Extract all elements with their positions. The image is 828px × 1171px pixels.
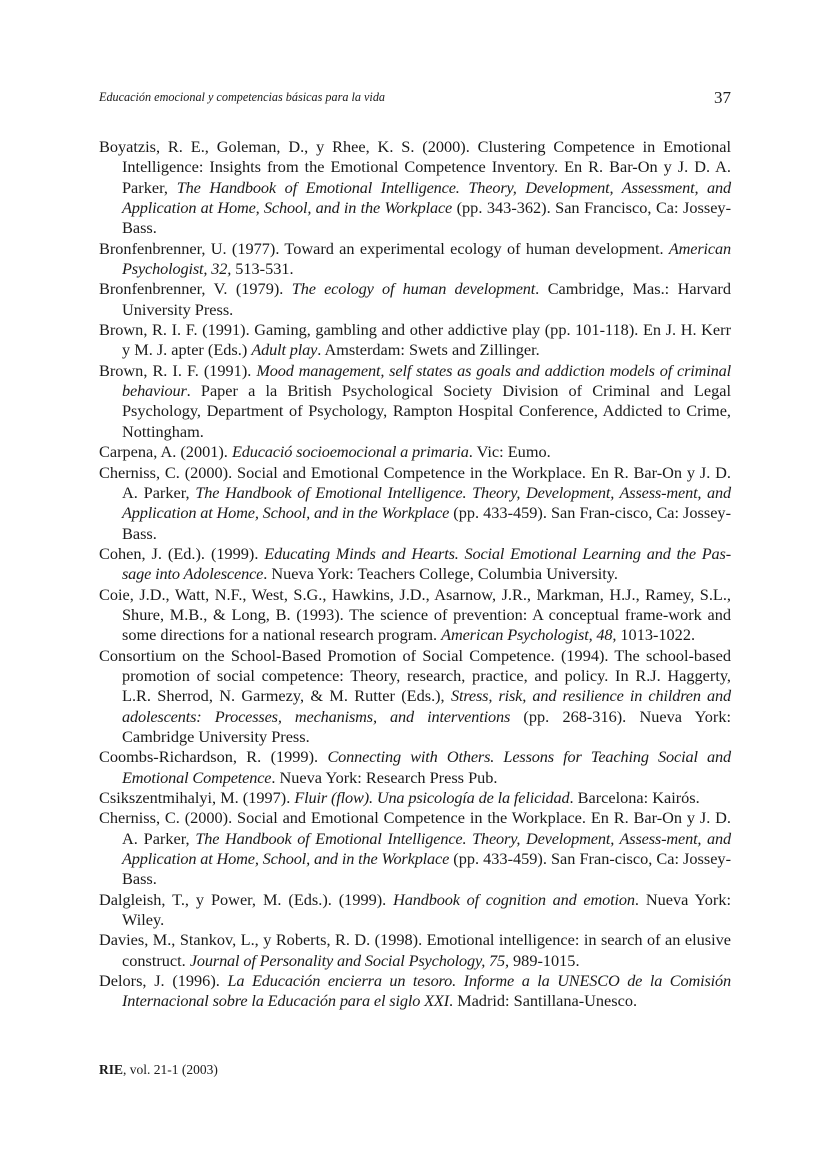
reference-text: (pp. 343-362). San Francisco, Ca: Jossey-Bass. xyxy=(122,198,731,238)
reference-entry xyxy=(99,279,731,320)
reference-text: (pp. 268-316). Nueva York: Cambridge University Press. xyxy=(122,706,731,746)
reference-entry xyxy=(99,544,731,585)
reference-text: . Barcelona: Kairós. xyxy=(569,788,700,807)
reference-text: Delors, J. (1996). xyxy=(99,971,228,991)
reference-text: . Vic: Eumo. xyxy=(468,442,551,462)
reference-text: . Nueva York: Research Press Pub. xyxy=(271,767,498,787)
reference-title: The ecology of human development xyxy=(291,279,536,299)
reference-text: Bronfenbrenner, V. (1979). xyxy=(99,279,292,299)
reference-text: Cherniss, C. (2000). Social and Emotional Competence in the Workplace. En R. Bar-On y J. D. A. Parker, xyxy=(99,462,731,502)
reference-text: Csikszentmihalyi, M. (1997). xyxy=(99,788,295,807)
reference-text: Dalgleish, T., y Power, M. (Eds.). (1999). xyxy=(99,889,394,909)
reference-text: 989-1015. xyxy=(508,950,580,970)
reference-text: . Paper a la British Psychological Society Division of Criminal and Legal Psychology, Department of Psychology, Rampton Hospital Conference, Addicted to Crime, Nottingham. xyxy=(122,381,731,441)
reference-title: Fluir (flow). Una psicología de la felicidad xyxy=(294,788,570,807)
footer-journal: RIE xyxy=(99,1062,124,1077)
reference-entry xyxy=(99,646,731,748)
reference-text: Carpena, A. (2001). xyxy=(99,442,232,462)
reference-text: Coie, J.D., Watt, N.F., West, S.G., Hawkins, J.D., Asarnow, J.R., Markman, H.J., Ramey, S.L., Shure, M.B., & Long, B. (1993). The science of prevention: A conceptual frame-work and some directions for a national research program. xyxy=(99,584,731,645)
reference-text: . Nueva York: Wiley. xyxy=(122,889,732,930)
reference-entry xyxy=(99,971,731,1012)
reference-text: Cherniss, C. (2000). Social and Emotional Competence in the Workplace. En R. Bar-On y J. D. A. Parker, xyxy=(99,808,731,848)
reference-text: Davies, M., Stankov, L., y Roberts, R. D. (1998). Emotional intelligence: in search of an elusive construct. xyxy=(99,930,731,970)
reference-title: Stress, risk, and resilience in children and adolescents: Processes, mechanisms, and interventions xyxy=(122,686,731,726)
reference-entry xyxy=(99,788,731,808)
reference-text: Boyatzis, R. E., Goleman, D., y Rhee, K. S. (2000). Clustering Competence in Emotional Intelligence: Insights from the Emotional Competence Inventory. En R. Bar-On y J. D. A. Parker, xyxy=(99,137,731,197)
reference-title: The Handbook of Emotional Intelligence. Theory, Development, Assess-ment, and Application at Home, School, and in the Workplace xyxy=(122,482,731,523)
reference-text: 513-531. xyxy=(231,259,294,279)
reference-list xyxy=(99,137,731,1012)
reference-title: Handbook of cognition and emotion xyxy=(393,889,635,909)
reference-text: Brown, R. I. F. (1991). xyxy=(99,360,257,380)
reference-text: . Amsterdam: Swets and Zillinger. xyxy=(317,340,540,360)
reference-title: Mood management, self states as goals and addiction models of criminal behaviour xyxy=(122,360,731,401)
reference-title: Educació socioemocional a primaria xyxy=(231,442,469,462)
reference-text: (pp. 433-459). San Fran-cisco, Ca: Jossey-Bass. xyxy=(122,849,731,889)
reference-entry xyxy=(99,463,731,544)
reference-title: La Educación encierra un tesoro. Informe a la UNESCO de la Comisión Internacional sobre la Educación para el siglo XXI xyxy=(122,971,731,1011)
reference-entry xyxy=(99,320,731,361)
reference-entry xyxy=(99,361,731,442)
page-number: 37 xyxy=(714,88,731,107)
reference-title: American Psychologist, 32, xyxy=(122,238,731,279)
reference-text: . Nueva York: Teachers College, Columbia University. xyxy=(263,564,618,584)
reference-text: . Madrid: Santillana-Unesco. xyxy=(448,991,638,1011)
reference-title: Educating Minds and Hearts. Social Emotional Learning and the Pas-sage into Adolescence xyxy=(122,543,731,584)
running-title: Educación emocional y competencias básicas para la vida xyxy=(99,90,386,104)
footer xyxy=(99,1062,218,1078)
reference-entry xyxy=(99,890,731,931)
reference-text: Bronfenbrenner, U. (1977). Toward an experimental ecology of human development. xyxy=(99,238,669,258)
reference-text: Cohen, J. (Ed.). (1999). xyxy=(99,543,265,563)
reference-title: Journal of Personality and Social Psychology, 75, xyxy=(189,950,509,970)
reference-title: Adult play xyxy=(251,340,318,360)
reference-entry xyxy=(99,585,731,646)
reference-text: Coombs-Richardson, R. (1999). xyxy=(99,747,328,767)
reference-title: The Handbook of Emotional Intelligence. Theory, Development, Assess-ment, and Application at Home, School, and in the Workplace xyxy=(122,828,731,869)
reference-title: American Psychologist, 48, xyxy=(441,625,617,645)
reference-text: . Cambridge, Mas.: Harvard University Press. xyxy=(122,279,731,319)
reference-text: (pp. 433-459). San Fran-cisco, Ca: Jossey-Bass. xyxy=(122,503,731,543)
reference-entry xyxy=(99,239,731,280)
footer-volume: , vol. 21-1 (2003) xyxy=(123,1062,218,1077)
reference-text: Consortium on the School-Based Promotion of Social Competence. (1994). The school-based promotion of social competence: Theory, research, practice, and policy. In R.J. Haggerty, L.R. Sherrod, N. Garmezy, & M. Rutter (Eds.), xyxy=(99,645,731,706)
reference-entry xyxy=(99,930,731,971)
reference-entry xyxy=(99,808,731,889)
reference-entry xyxy=(99,137,731,239)
reference-entry xyxy=(99,442,731,462)
reference-entry xyxy=(99,747,731,788)
reference-title: The Handbook of Emotional Intelligence. Theory, Development, Assessment, and Application at Home, School, and in the Workplace xyxy=(122,177,731,218)
reference-title: Connecting with Others. Lessons for Teaching Social and Emotional Competence xyxy=(122,747,732,787)
reference-text: Brown, R. I. F. (1991). Gaming, gambling and other addictive play (pp. 101-118). En J. H. Kerr y M. J. apter (Eds.) xyxy=(99,320,731,360)
reference-text: 1013-1022. xyxy=(616,625,696,645)
